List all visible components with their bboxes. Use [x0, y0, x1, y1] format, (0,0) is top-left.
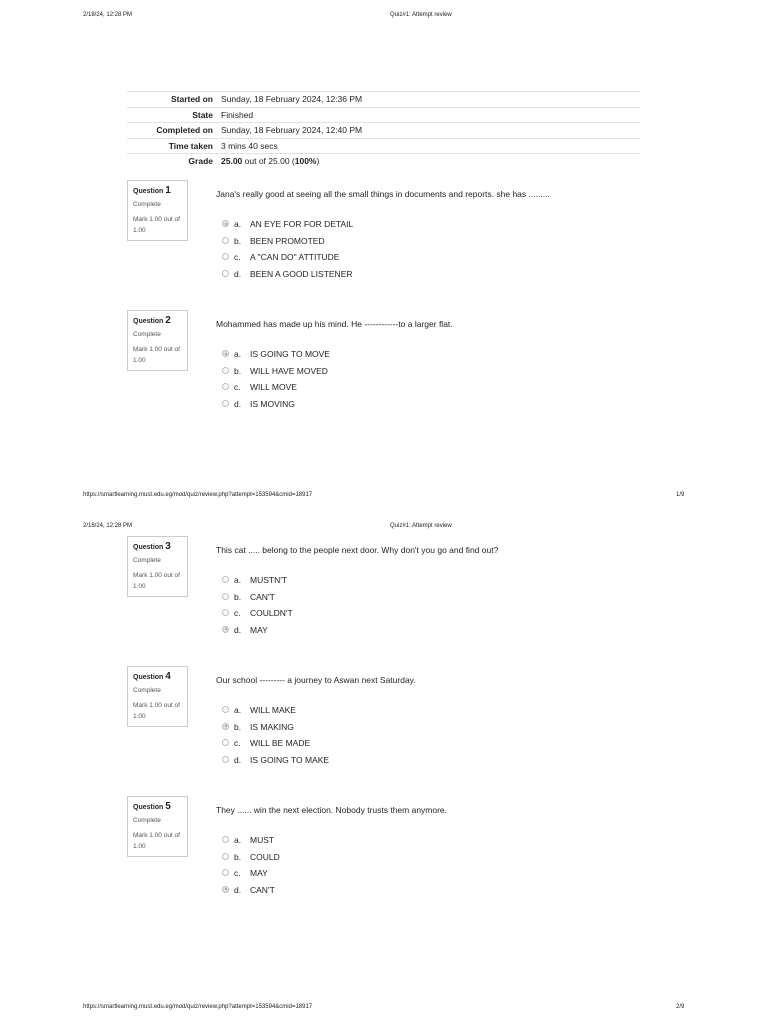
question-info-box [127, 796, 188, 857]
print-title: Quiz#1: Attempt review [390, 523, 452, 529]
question-state: Complete [133, 557, 161, 564]
option-letter: b. [234, 235, 242, 246]
summary-label: State [192, 109, 213, 120]
question-text: Jana's really good at seeing all the small things in documents and reports. she has ......... [216, 189, 550, 199]
option-text: IS GOING TO MOVE [250, 349, 330, 359]
option-letter: c. [234, 608, 241, 618]
option-letter: b. [234, 591, 242, 602]
option-letter: a. [234, 219, 242, 229]
question-prefix: Question [133, 544, 164, 551]
print-url: https://smartlearning.must.edu.eg/mod/quiz/review.php?attempt=153594&cmid=18917 [83, 1004, 313, 1010]
radio-button[interactable] [222, 853, 229, 860]
option-letter: d. [234, 754, 242, 765]
option-text: MUSTN'T [250, 575, 288, 585]
summary-value: Sunday, 18 February 2024, 12:40 PM [221, 125, 363, 135]
question-prefix: Question [133, 674, 164, 681]
option-letter: a. [234, 835, 242, 845]
summary-value: 3 mins 40 secs [221, 140, 278, 151]
option-letter: b. [234, 851, 242, 862]
question-number-value: 4 [165, 671, 171, 682]
radio-button[interactable] [222, 270, 229, 277]
question-number-value: 5 [165, 801, 171, 812]
radio-button[interactable] [222, 723, 229, 730]
question-number-value: 1 [165, 185, 171, 196]
question-info-box [127, 536, 188, 597]
option-text: AN EYE FOR FOR DETAIL [250, 219, 354, 229]
summary-value: Finished [221, 109, 254, 120]
radio-button[interactable] [222, 626, 229, 633]
option-text: WILL HAVE MOVED [250, 365, 328, 376]
question-info-box [127, 310, 188, 371]
option-text: BEEN A GOOD LISTENER [250, 268, 353, 279]
summary-row-time-taken [127, 138, 640, 154]
grade-value [221, 154, 319, 169]
radio-button[interactable] [222, 220, 229, 227]
option-letter: d. [234, 624, 242, 635]
print-page-number: 1/9 [676, 492, 685, 498]
radio-button[interactable] [222, 886, 229, 893]
question-mark: Mark 1.00 out of 1.00 [133, 572, 180, 590]
print-url: https://smartlearning.must.edu.eg/mod/quiz/review.php?attempt=153594&cmid=18917 [83, 492, 313, 498]
question-mark: Mark 1.00 out of 1.00 [133, 346, 180, 364]
question-number [133, 801, 182, 812]
question-state: Complete [133, 201, 161, 208]
radio-button[interactable] [222, 576, 229, 583]
option-letter: b. [234, 721, 242, 732]
radio-button[interactable] [222, 237, 229, 244]
option-text: COULDN'T [250, 608, 293, 618]
question-state: Complete [133, 817, 161, 824]
question-number-value: 2 [165, 315, 171, 326]
question-state: Complete [133, 687, 161, 694]
option-letter: d. [234, 268, 242, 279]
radio-button[interactable] [222, 869, 229, 876]
question-number [133, 541, 182, 552]
option-letter: b. [234, 365, 242, 376]
radio-button[interactable] [222, 350, 229, 357]
summary-label: Time taken [168, 140, 213, 151]
radio-button[interactable] [222, 593, 229, 600]
summary-row-completed [127, 122, 640, 138]
summary-label: Completed on [156, 125, 213, 135]
summary-label: Started on [170, 94, 213, 104]
option-text: A "CAN DO" ATTITUDE [250, 252, 340, 262]
option-text: COULD [250, 851, 280, 862]
option-text: MAY [250, 868, 268, 878]
summary-row-grade [127, 153, 640, 169]
question-text: They ...... win the next election. Nobody trusts them anymore. [216, 805, 448, 815]
question-text: Our school --------- a journey to Aswan next Saturday. [216, 675, 416, 685]
option-letter: c. [234, 738, 241, 748]
option-letter: a. [234, 349, 242, 359]
radio-button[interactable] [222, 367, 229, 374]
grade-percent: 100% [294, 156, 317, 166]
option-letter: d. [234, 398, 242, 409]
radio-button[interactable] [222, 400, 229, 407]
radio-button[interactable] [222, 706, 229, 713]
question-text: Mohammed has made up his mind. He ------------to a larger flat. [216, 319, 453, 329]
grade-score: 25.00 [221, 156, 243, 166]
radio-button[interactable] [222, 253, 229, 260]
summary-label: Grade [188, 156, 213, 166]
radio-button[interactable] [222, 836, 229, 843]
option-letter: c. [234, 868, 241, 878]
grade-close: ) [316, 156, 320, 166]
option-text: WILL MOVE [250, 382, 297, 392]
grade-out-of: out of 25.00 ( [242, 156, 295, 166]
radio-button[interactable] [222, 756, 229, 763]
question-prefix: Question [133, 188, 164, 195]
option-text: IS MOVING [250, 398, 295, 409]
print-date: 2/18/24, 12:28 PM [83, 523, 133, 529]
radio-button[interactable] [222, 739, 229, 746]
summary-value: Sunday, 18 February 2024, 12:36 PM [221, 94, 363, 104]
question-prefix: Question [133, 318, 164, 325]
option-letter: c. [234, 252, 241, 262]
question-number-value: 3 [165, 541, 171, 552]
summary-row-state [127, 107, 640, 123]
print-page-number: 2/9 [676, 1004, 685, 1010]
option-text: CAN'T [250, 884, 275, 895]
radio-button[interactable] [222, 383, 229, 390]
question-info-box [127, 180, 188, 241]
option-text: MUST [250, 835, 275, 845]
option-letter: c. [234, 382, 241, 392]
radio-button[interactable] [222, 609, 229, 616]
option-text: WILL BE MADE [250, 738, 311, 748]
print-title: Quiz#1: Attempt review [390, 12, 452, 18]
option-letter: a. [234, 575, 242, 585]
question-state: Complete [133, 331, 161, 338]
option-text: CAN'T [250, 591, 275, 602]
question-mark: Mark 1.00 out of 1.00 [133, 702, 180, 720]
question-number [133, 315, 182, 326]
option-letter: d. [234, 884, 242, 895]
question-mark: Mark 1.00 out of 1.00 [133, 216, 180, 234]
question-mark: Mark 1.00 out of 1.00 [133, 832, 180, 850]
option-text: BEEN PROMOTED [250, 235, 325, 246]
question-prefix: Question [133, 804, 164, 811]
question-text: This cat ..... belong to the people next door. Why don't you go and find out? [216, 545, 499, 555]
attempt-summary-table [127, 91, 640, 169]
question-number [133, 671, 182, 682]
option-text: IS MAKING [250, 721, 294, 732]
question-number [133, 185, 182, 196]
summary-row-started [127, 91, 640, 107]
option-text: WILL MAKE [250, 705, 296, 715]
question-info-box [127, 666, 188, 727]
option-letter: a. [234, 705, 242, 715]
print-date: 2/18/24, 12:28 PM [83, 12, 133, 18]
option-text: IS GOING TO MAKE [250, 754, 330, 765]
option-text: MAY [250, 624, 268, 635]
